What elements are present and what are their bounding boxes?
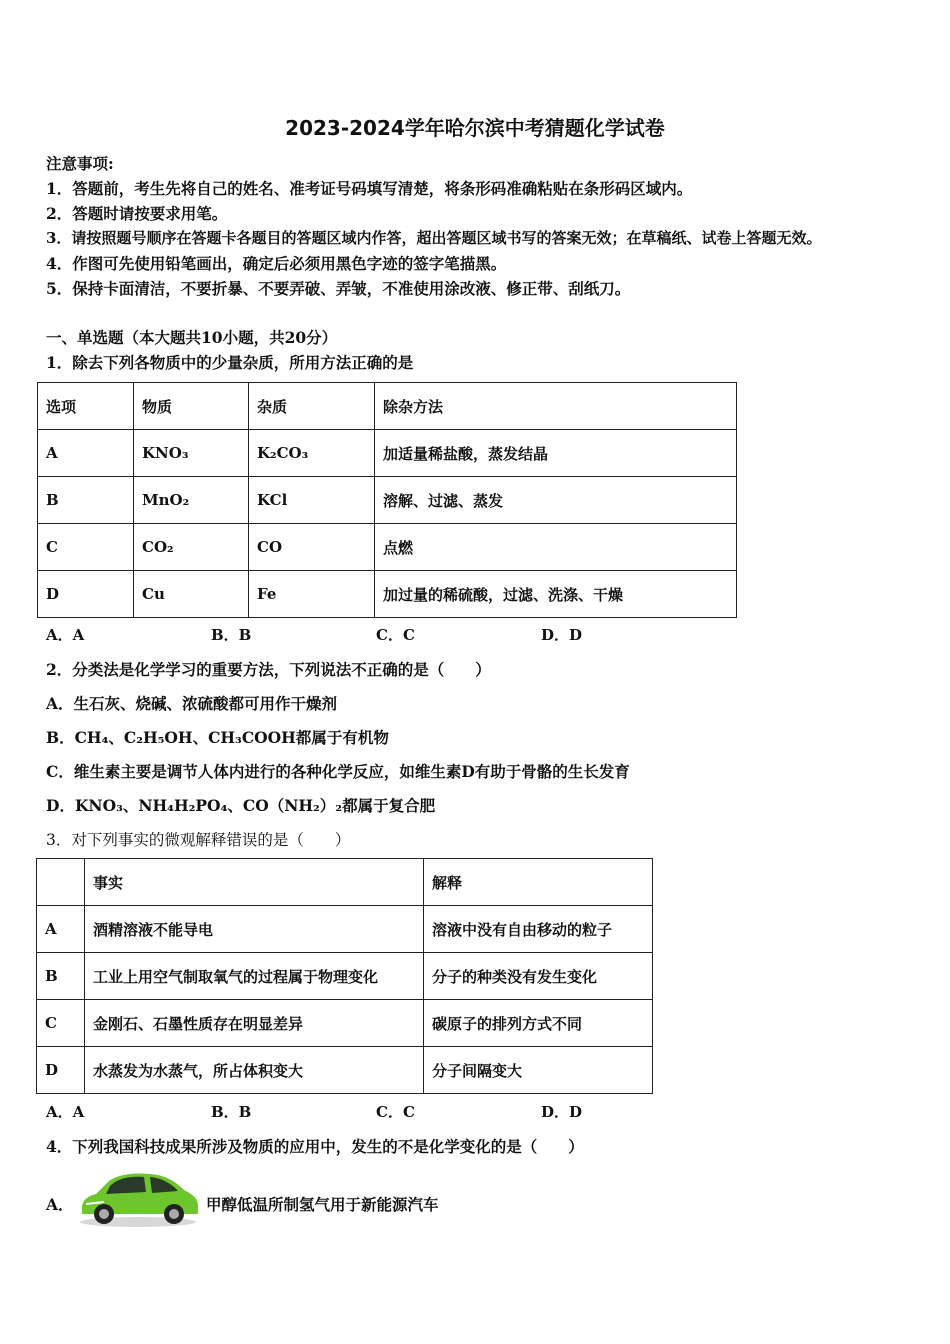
q4-choice-a-label[interactable]: A．	[46, 1195, 74, 1214]
q1-cell-method: 溶解、过滤、蒸发	[375, 477, 737, 524]
q2-choice-c[interactable]: C．维生素主要是调节人体内进行的各种化学反应，如维生素D有助于骨骼的生长发育	[46, 762, 630, 781]
q1-cell-impurity: Fe	[249, 571, 375, 618]
q1-cell-method: 加适量稀盐酸，蒸发结晶	[375, 430, 737, 477]
q1-header-impurity: 杂质	[249, 383, 375, 430]
q3-cell-option: C	[37, 1000, 85, 1047]
q1-choice-b[interactable]: B．B	[211, 626, 252, 644]
q2-choice-b[interactable]: B．CH₄、C₂H₅OH、CH₃COOH都属于有机物	[46, 728, 389, 747]
q3-choice-a[interactable]: A．A	[46, 1103, 85, 1121]
q1-stem: 1．除去下列各物质中的少量杂质，所用方法正确的是	[46, 353, 414, 372]
q1-table	[37, 382, 737, 618]
q1-cell-method: 加过量的稀硫酸，过滤、洗涤、干燥	[375, 571, 737, 618]
q3-cell-explanation: 分子间隔变大	[424, 1047, 653, 1094]
q1-cell-impurity: CO	[249, 524, 375, 571]
q1-choice-a[interactable]: A．A	[46, 626, 85, 644]
q1-header-option: 选项	[38, 383, 134, 430]
q1-cell-method: 点燃	[375, 524, 737, 571]
notice-item: 4．作图可先使用铅笔画出，确定后必须用黑色字迹的签字笔描黑。	[46, 254, 507, 273]
q4-choice-a-text[interactable]: 甲醇低温所制氢气用于新能源汽车	[206, 1195, 439, 1214]
notice-item: 2．答题时请按要求用笔。	[46, 204, 228, 223]
q1-header-substance: 物质	[134, 383, 249, 430]
section-heading: 一、单选题（本大题共10小题，共20分）	[46, 328, 338, 347]
notice-heading: 注意事项:	[46, 154, 114, 173]
q1-cell-substance: MnO₂	[134, 477, 249, 524]
notice-item: 1．答题前，考生先将自己的姓名、准考证号码填写清楚，将条形码准确粘贴在条形码区域内。	[46, 179, 693, 198]
q3-cell-fact: 工业上用空气制取氧气的过程属于物理变化	[85, 953, 424, 1000]
q3-cell-explanation: 分子的种类没有发生变化	[424, 953, 653, 1000]
q1-cell-impurity: K₂CO₃	[249, 430, 375, 477]
q1-cell-substance: Cu	[134, 571, 249, 618]
q1-cell-impurity: KCl	[249, 477, 375, 524]
q3-header-option	[37, 859, 85, 906]
q3-header-explanation: 解释	[424, 859, 653, 906]
q3-choice-d[interactable]: D．D	[541, 1103, 583, 1121]
q3-cell-option: D	[37, 1047, 85, 1094]
q1-cell-option: D	[38, 571, 134, 618]
q3-cell-explanation: 溶液中没有自由移动的粒子	[424, 906, 653, 953]
q3-choice-b[interactable]: B．B	[211, 1103, 252, 1121]
q1-cell-substance: CO₂	[134, 524, 249, 571]
q1-cell-option: B	[38, 477, 134, 524]
q1-header-method: 除杂方法	[375, 383, 737, 430]
q2-choice-d[interactable]: D．KNO₃、NH₄H₂PO₄、CO（NH₂）₂都属于复合肥	[46, 796, 436, 815]
notice-item: 3．请按照题号顺序在答题卡各题目的答题区域内作答，超出答题区域书写的答案无效；在草稿纸、试卷上答题无效。	[46, 229, 822, 247]
q3-cell-option: B	[37, 953, 85, 1000]
q3-table	[36, 858, 653, 1094]
q3-cell-fact: 金刚石、石墨性质存在明显差异	[85, 1000, 424, 1047]
q1-cell-option: A	[38, 430, 134, 477]
q3-choice-c[interactable]: C．C	[376, 1103, 415, 1121]
q1-choice-c[interactable]: C．C	[376, 626, 415, 644]
car-image	[74, 1164, 202, 1228]
q1-choice-d[interactable]: D．D	[541, 626, 583, 644]
q1-cell-option: C	[38, 524, 134, 571]
q3-cell-fact: 水蒸发为水蒸气，所占体积变大	[85, 1047, 424, 1094]
q3-cell-fact: 酒精溶液不能导电	[85, 906, 424, 953]
q3-header-fact: 事实	[85, 859, 424, 906]
q1-cell-substance: KNO₃	[134, 430, 249, 477]
q3-stem: 3．对下列事实的微观解释错误的是（ ）	[46, 831, 351, 849]
page-title: 2023-2024学年哈尔滨中考猜题化学试卷	[285, 116, 665, 140]
q3-cell-option: A	[37, 906, 85, 953]
notice-item: 5．保持卡面清洁，不要折暴、不要弄破、弄皱，不准使用涂改液、修正带、刮纸刀。	[46, 279, 631, 298]
q2-stem: 2．分类法是化学学习的重要方法，下列说法不正确的是（ ）	[46, 660, 491, 679]
q3-cell-explanation: 碳原子的排列方式不同	[424, 1000, 653, 1047]
q4-stem: 4．下列我国科技成果所涉及物质的应用中，发生的不是化学变化的是（ ）	[46, 1137, 584, 1156]
q2-choice-a[interactable]: A．生石灰、烧碱、浓硫酸都可用作干燥剂	[46, 694, 338, 713]
